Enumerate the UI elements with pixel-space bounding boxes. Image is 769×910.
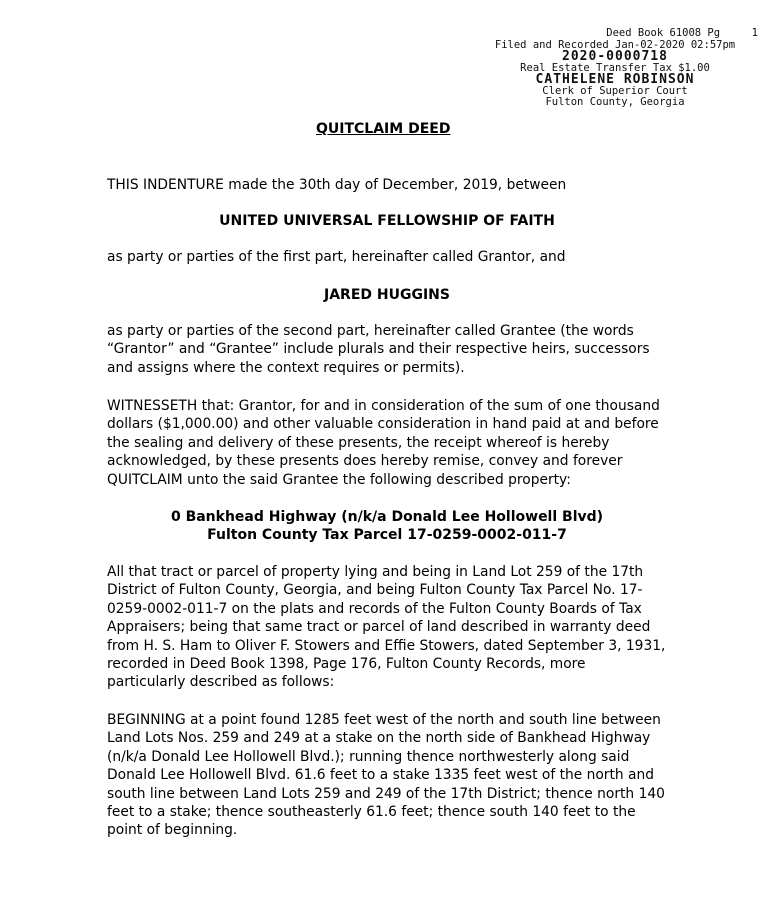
stamp-deed-book: Deed Book 61008 Pg 1 bbox=[606, 27, 758, 39]
tract-description-paragraph: All that tract or parcel of property lying and being in Land Lot 259 of the 17th District of Fulton County, Georgia, and being Fulton County Tax Parcel No. 17-0259-0002-011-7 on the plats and records of the Fulton County Boards of Tax Appraisers; being that same tract or parcel of land described in warranty deed from H. S. Ham to Oliver F. Stowers and Effie Stowers, dated September 3, 1931, recorded in Deed Book 1398, Page 176, Fulton County Records, more particularly described as follows: bbox=[107, 564, 666, 691]
property-address: 0 Bankhead Highway (n/k/a Donald Lee Hollowell Blvd) bbox=[170, 509, 604, 525]
grantor-paragraph: as party or parties of the first part, hereinafter called Grantor, and bbox=[107, 249, 566, 265]
witnesseth-paragraph: WITNESSETH that: Grantor, for and in consideration of the sum of one thousand dollars ($1,000.00) and other valuable consideration in hand paid at and before the sealing and delivery of these presents, the receipt whereof is hereby acknowledged, by these presents does hereby remise, convey and forever QUITCLAIM unto the said Grantee the following described property: bbox=[107, 398, 660, 488]
stamp-clerk-name: CATHELENE ROBINSON bbox=[535, 72, 695, 87]
document-title: QUITCLAIM DEED bbox=[316, 121, 451, 137]
stamp-instrument-number: 2020-0000718 bbox=[562, 49, 668, 64]
grantee-name: JARED HUGGINS bbox=[324, 287, 450, 303]
recording-stamp bbox=[470, 28, 760, 109]
stamp-transfer-tax: Real Estate Transfer Tax $1.00 bbox=[520, 61, 710, 74]
property-parcel: Fulton County Tax Parcel 17-0259-0002-011-7 bbox=[207, 527, 567, 543]
grantee-paragraph: as party or parties of the second part, hereinafter called Grantee (the words “Grantor” and “Grantee” include plurals and their respective heirs, successors and assigns where the context requires or permits). bbox=[107, 323, 650, 376]
stamp-filed-recorded: Filed and Recorded Jan-02-2020 02:57pm bbox=[494, 38, 736, 51]
stamp-clerk-title: Clerk of Superior Court bbox=[542, 84, 688, 97]
intro-paragraph: THIS INDENTURE made the 30th day of December, 2019, between bbox=[107, 177, 567, 193]
stamp-county: Fulton County, Georgia bbox=[545, 96, 685, 108]
beginning-paragraph: BEGINNING at a point found 1285 feet west of the north and south line between Land Lots Nos. 259 and 249 at a stake on the north side of Bankhead Highway (n/k/a Donald Lee Hollowell Blvd.); running thence northwesterly along said Donald Lee Hollowell Blvd. 61.6 feet to a stake 1335 feet west of the north and south line between Land Lots 259 and 249 of the 17th District; thence north 140 feet to a stake; thence southeasterly 61.6 feet; thence south 140 feet to the point of beginning. bbox=[107, 712, 665, 839]
grantor-name: UNITED UNIVERSAL FELLOWSHIP OF FAITH bbox=[219, 213, 555, 229]
